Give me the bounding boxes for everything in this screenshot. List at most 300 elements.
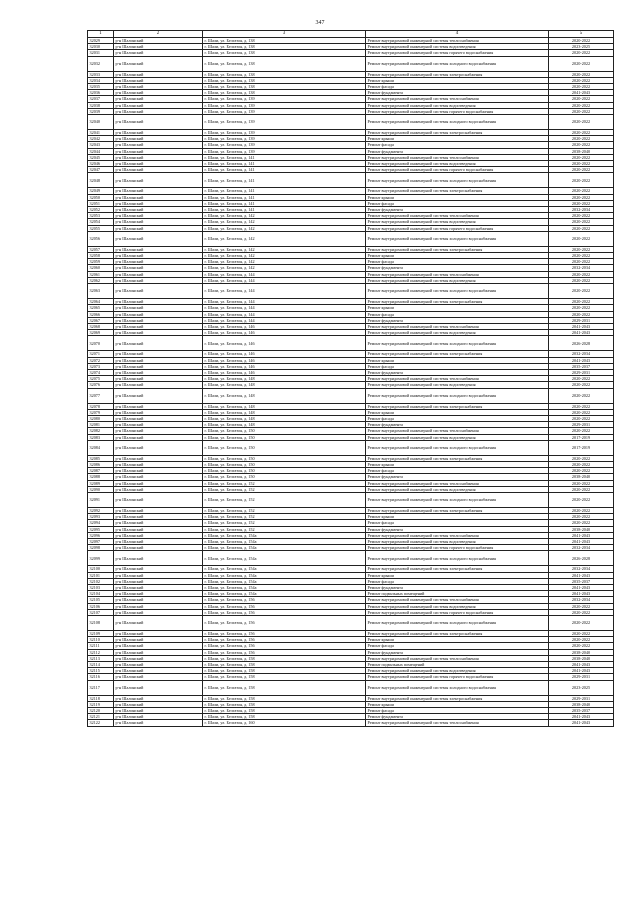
row-district: р-н Шалинский <box>114 585 203 591</box>
row-work-type: Ремонт внутридомовой инженерной системы холодного водоснабжения <box>366 388 549 403</box>
row-address: г. Шали, ул. Белгатоя, д. 146 <box>203 330 366 336</box>
row-work-type: Ремонт внутридомовой инженерной системы холодного водоснабжения <box>366 680 549 695</box>
row-number: 32083 <box>88 434 114 440</box>
row-years: 2041-2043 <box>549 668 614 674</box>
row-number: 32063 <box>88 284 114 299</box>
row-district: р-н Шалинский <box>114 188 203 194</box>
row-work-type: Ремонт внутридомовой инженерной системы теплоснабжения <box>366 154 549 160</box>
row-work-type: Ремонт фасада <box>366 84 549 90</box>
row-district: р-н Шалинский <box>114 526 203 532</box>
row-address: г. Шали, ул. Белгатоя, д. 141 <box>203 173 366 188</box>
row-years: 2020-2022 <box>549 259 614 265</box>
row-number: 32088 <box>88 474 114 480</box>
row-address: г. Шали, ул. Белгатоя, д. 152 <box>203 492 366 507</box>
row-address: г. Шали, ул. Белгатоя, д. 154а <box>203 545 366 551</box>
row-years: 2017-2019 <box>549 440 614 455</box>
row-district: р-н Шалинский <box>114 572 203 578</box>
row-address: г. Шали, ул. Белгатоя, д. 142 <box>203 231 366 246</box>
row-number: 32113 <box>88 655 114 661</box>
row-number: 32058 <box>88 253 114 259</box>
row-address: г. Шали, ул. Белгатоя, д. 146 <box>203 323 366 329</box>
row-address: г. Шали, ул. Белгатоя, д. 158 <box>203 714 366 720</box>
row-district: р-н Шалинский <box>114 708 203 714</box>
row-address: г. Шали, ул. Белгатоя, д. 152 <box>203 480 366 486</box>
row-district: р-н Шалинский <box>114 492 203 507</box>
row-district: р-н Шалинский <box>114 56 203 71</box>
row-district: р-н Шалинский <box>114 284 203 299</box>
row-address: г. Шали, ул. Белгатоя, д. 144 <box>203 284 366 299</box>
row-address: г. Шали, ул. Белгатоя, д. 138 <box>203 56 366 71</box>
row-work-type: Ремонт фундамента <box>366 207 549 213</box>
row-address: г. Шали, ул. Белгатоя, д. 139 <box>203 96 366 102</box>
row-district: р-н Шалинский <box>114 77 203 83</box>
row-years: 2035-2037 <box>549 708 614 714</box>
row-work-type: Ремонт подвальных помещений <box>366 662 549 668</box>
row-district: р-н Шалинский <box>114 591 203 597</box>
row-district: р-н Шалинский <box>114 468 203 474</box>
row-years: 2020-2022 <box>549 468 614 474</box>
row-address: г. Шали, ул. Белгатоя, д. 152 <box>203 507 366 513</box>
row-work-type: Ремонт крыши <box>366 136 549 142</box>
row-number: 32090 <box>88 486 114 492</box>
row-district: р-н Шалинский <box>114 136 203 142</box>
row-years: 2020-2022 <box>549 115 614 130</box>
row-address: г. Шали, ул. Белгатоя, д. 154а <box>203 538 366 544</box>
row-years: 2020-2022 <box>549 388 614 403</box>
row-number: 32084 <box>88 440 114 455</box>
row-number: 32079 <box>88 409 114 415</box>
row-work-type: Ремонт внутридомовой инженерной системы холодного водоснабжения <box>366 284 549 299</box>
table-row <box>88 492 614 507</box>
row-years: 2029-2031 <box>549 695 614 701</box>
row-district: р-н Шалинский <box>114 200 203 206</box>
row-years: 2038-2040 <box>549 526 614 532</box>
row-work-type: Ремонт внутридомовой инженерной системы холодного водоснабжения <box>366 440 549 455</box>
row-number: 32038 <box>88 102 114 108</box>
row-years: 2041-2043 <box>549 662 614 668</box>
row-district: р-н Шалинский <box>114 434 203 440</box>
row-work-type: Ремонт внутридомовой инженерной системы водоотведения <box>366 277 549 283</box>
row-number: 32041 <box>88 130 114 136</box>
row-address: г. Шали, ул. Белгатоя, д. 156 <box>203 609 366 615</box>
row-district: р-н Шалинский <box>114 84 203 90</box>
row-address: г. Шали, ул. Белгатоя, д. 152 <box>203 514 366 520</box>
row-district: р-н Шалинский <box>114 108 203 114</box>
row-number: 32085 <box>88 455 114 461</box>
row-number: 32122 <box>88 720 114 726</box>
row-number: 32081 <box>88 422 114 428</box>
row-number: 32101 <box>88 572 114 578</box>
row-address: г. Шали, ул. Белгатоя, д. 148 <box>203 422 366 428</box>
row-work-type: Ремонт крыши <box>366 572 549 578</box>
row-address: г. Шали, ул. Белгатоя, д. 154а <box>203 572 366 578</box>
row-address: г. Шали, ул. Белгатоя, д. 148 <box>203 382 366 388</box>
row-years: 2041-2043 <box>549 585 614 591</box>
row-address: г. Шали, ул. Белгатоя, д. 141 <box>203 161 366 167</box>
row-address: г. Шали, ул. Белгатоя, д. 144 <box>203 305 366 311</box>
row-number: 32042 <box>88 136 114 142</box>
row-years: 2020-2022 <box>549 305 614 311</box>
row-number: 32092 <box>88 507 114 513</box>
row-address: г. Шали, ул. Белгатоя, д. 150 <box>203 428 366 434</box>
row-work-type: Ремонт фундамента <box>366 90 549 96</box>
row-address: г. Шали, ул. Белгатоя, д. 142 <box>203 246 366 252</box>
row-address: г. Шали, ул. Белгатоя, д. 158 <box>203 662 366 668</box>
header-col-4: 4 <box>366 31 549 38</box>
row-number: 32117 <box>88 680 114 695</box>
row-district: р-н Шалинский <box>114 388 203 403</box>
row-work-type: Ремонт внутридомовой инженерной системы водоотведения <box>366 603 549 609</box>
row-district: р-н Шалинский <box>114 253 203 259</box>
row-district: р-н Шалинский <box>114 545 203 551</box>
row-district: р-н Шалинский <box>114 597 203 603</box>
row-number: 32108 <box>88 616 114 631</box>
row-district: р-н Шалинский <box>114 507 203 513</box>
row-number: 32064 <box>88 299 114 305</box>
row-address: г. Шали, ул. Белгатоя, д. 142 <box>203 225 366 231</box>
row-work-type: Ремонт внутридомовой инженерной системы теплоснабжения <box>366 271 549 277</box>
row-years: 2023-2025 <box>549 680 614 695</box>
row-district: р-н Шалинский <box>114 259 203 265</box>
table-row <box>88 720 614 726</box>
row-work-type: Ремонт внутридомовой инженерной системы водоотведения <box>366 161 549 167</box>
row-number: 32075 <box>88 376 114 382</box>
row-years: 2020-2022 <box>549 603 614 609</box>
row-years: 2041-2043 <box>549 323 614 329</box>
table-row <box>88 388 614 403</box>
row-work-type: Ремонт внутридомовой инженерной системы холодного водоснабжения <box>366 616 549 631</box>
header-col-1: 1 <box>88 31 114 38</box>
row-years: 2038-2040 <box>549 655 614 661</box>
row-number: 32112 <box>88 649 114 655</box>
row-work-type: Ремонт внутридомовой инженерной системы водоотведения <box>366 486 549 492</box>
row-address: г. Шали, ул. Белгатоя, д. 156 <box>203 603 366 609</box>
row-district: р-н Шалинский <box>114 213 203 219</box>
row-work-type: Ремонт внутридомовой инженерной системы горячего водоснабжения <box>366 674 549 680</box>
row-address: г. Шали, ул. Белгатоя, д. 139 <box>203 130 366 136</box>
row-years: 2020-2022 <box>549 455 614 461</box>
header-col-3: 3 <box>203 31 366 38</box>
row-years: 2020-2022 <box>549 486 614 492</box>
row-work-type: Ремонт внутридомовой инженерной системы горячего водоснабжения <box>366 609 549 615</box>
row-address: г. Шали, ул. Белгатоя, д. 146 <box>203 336 366 351</box>
row-years: 2020-2022 <box>549 77 614 83</box>
row-number: 32096 <box>88 532 114 538</box>
row-years: 2020-2022 <box>549 200 614 206</box>
row-district: р-н Шалинский <box>114 637 203 643</box>
row-years: 2020-2022 <box>549 253 614 259</box>
row-years: 2029-2031 <box>549 317 614 323</box>
row-years: 2032-2034 <box>549 566 614 572</box>
row-years: 2020-2022 <box>549 403 614 409</box>
row-years: 2041-2043 <box>549 591 614 597</box>
row-number: 32119 <box>88 701 114 707</box>
row-number: 32061 <box>88 271 114 277</box>
row-work-type: Ремонт внутридомовой инженерной системы холодного водоснабжения <box>366 115 549 130</box>
row-district: р-н Шалинский <box>114 50 203 56</box>
row-district: р-н Шалинский <box>114 662 203 668</box>
row-years: 2032-2034 <box>549 265 614 271</box>
row-number: 32102 <box>88 578 114 584</box>
row-address: г. Шали, ул. Белгатоя, д. 141 <box>203 154 366 160</box>
row-years: 2020-2022 <box>549 311 614 317</box>
row-district: р-н Шалинский <box>114 415 203 421</box>
row-years: 2020-2022 <box>549 225 614 231</box>
row-work-type: Ремонт внутридомовой инженерной системы электроснабжения <box>366 299 549 305</box>
row-work-type: Ремонт внутридомовой инженерной системы горячего водоснабжения <box>366 50 549 56</box>
row-district: р-н Шалинский <box>114 130 203 136</box>
row-address: г. Шали, ул. Белгатоя, д. 154а <box>203 532 366 538</box>
row-number: 32095 <box>88 526 114 532</box>
row-number: 32059 <box>88 259 114 265</box>
row-number: 32037 <box>88 96 114 102</box>
row-number: 32107 <box>88 609 114 615</box>
row-number: 32086 <box>88 461 114 467</box>
row-years: 2020-2022 <box>549 428 614 434</box>
row-district: р-н Шалинский <box>114 173 203 188</box>
row-district: р-н Шалинский <box>114 674 203 680</box>
row-number: 32065 <box>88 305 114 311</box>
row-years: 2038-2040 <box>549 474 614 480</box>
row-district: р-н Шалинский <box>114 44 203 50</box>
row-work-type: Ремонт внутридомовой инженерной системы холодного водоснабжения <box>366 173 549 188</box>
row-address: г. Шали, ул. Белгатоя, д. 139 <box>203 142 366 148</box>
row-district: р-н Шалинский <box>114 336 203 351</box>
row-district: р-н Шалинский <box>114 299 203 305</box>
row-district: р-н Шалинский <box>114 161 203 167</box>
row-address: г. Шали, ул. Белгатоя, д. 141 <box>203 167 366 173</box>
table-row <box>88 173 614 188</box>
row-work-type: Ремонт фундамента <box>366 422 549 428</box>
row-district: р-н Шалинский <box>114 90 203 96</box>
row-address: г. Шали, ул. Белгатоя, д. 150 <box>203 455 366 461</box>
row-work-type: Ремонт внутридомовой инженерной системы теплоснабжения <box>366 323 549 329</box>
row-address: г. Шали, ул. Белгатоя, д. 138 <box>203 90 366 96</box>
row-work-type: Ремонт внутридомовой инженерной системы водоотведения <box>366 538 549 544</box>
row-work-type: Ремонт внутридомовой инженерной системы электроснабжения <box>366 188 549 194</box>
row-district: р-н Шалинский <box>114 154 203 160</box>
row-address: г. Шали, ул. Белгатоя, д. 144 <box>203 299 366 305</box>
row-address: г. Шали, ул. Белгатоя, д. 144 <box>203 277 366 283</box>
row-district: р-н Шалинский <box>114 578 203 584</box>
row-district: р-н Шалинский <box>114 148 203 154</box>
row-work-type: Ремонт фасада <box>366 259 549 265</box>
row-number: 32055 <box>88 225 114 231</box>
row-number: 32111 <box>88 643 114 649</box>
row-work-type: Ремонт внутридомовой инженерной системы водоотведения <box>366 44 549 50</box>
row-years: 2020-2022 <box>549 480 614 486</box>
row-work-type: Ремонт фасада <box>366 708 549 714</box>
row-years: 2020-2022 <box>549 161 614 167</box>
row-address: г. Шали, ул. Белгатоя, д. 150 <box>203 461 366 467</box>
row-number: 32033 <box>88 71 114 77</box>
row-years: 2020-2022 <box>549 213 614 219</box>
row-years: 2029-2031 <box>549 674 614 680</box>
row-work-type: Ремонт внутридомовой инженерной системы горячего водоснабжения <box>366 225 549 231</box>
row-number: 32118 <box>88 695 114 701</box>
row-district: р-н Шалинский <box>114 514 203 520</box>
table-row <box>88 231 614 246</box>
row-years: 2029-2031 <box>549 369 614 375</box>
row-number: 32057 <box>88 246 114 252</box>
row-address: г. Шали, ул. Белгатоя, д. 158 <box>203 701 366 707</box>
row-number: 32067 <box>88 317 114 323</box>
row-work-type: Ремонт фасада <box>366 643 549 649</box>
row-district: р-н Шалинский <box>114 532 203 538</box>
row-address: г. Шали, ул. Белгатоя, д. 139 <box>203 148 366 154</box>
row-district: р-н Шалинский <box>114 277 203 283</box>
row-address: г. Шали, ул. Белгатоя, д. 142 <box>203 219 366 225</box>
row-number: 32121 <box>88 714 114 720</box>
row-address: г. Шали, ул. Белгатоя, д. 156 <box>203 649 366 655</box>
row-address: г. Шали, ул. Белгатоя, д. 138 <box>203 84 366 90</box>
row-number: 32054 <box>88 219 114 225</box>
row-work-type: Ремонт крыши <box>366 357 549 363</box>
row-work-type: Ремонт фундамента <box>366 369 549 375</box>
row-work-type: Ремонт внутридомовой инженерной системы электроснабжения <box>366 351 549 357</box>
row-number: 32080 <box>88 415 114 421</box>
row-years: 2020-2022 <box>549 246 614 252</box>
row-number: 32046 <box>88 161 114 167</box>
row-address: г. Шали, ул. Белгатоя, д. 148 <box>203 376 366 382</box>
row-work-type: Ремонт внутридомовой инженерной системы горячего водоснабжения <box>366 167 549 173</box>
row-number: 32044 <box>88 148 114 154</box>
row-address: г. Шали, ул. Белгатоя, д. 160 <box>203 720 366 726</box>
row-district: р-н Шалинский <box>114 409 203 415</box>
row-years: 2020-2022 <box>549 154 614 160</box>
row-work-type: Ремонт внутридомовой инженерной системы теплоснабжения <box>366 655 549 661</box>
row-years: 2026-2028 <box>549 551 614 566</box>
row-years: 2041-2043 <box>549 714 614 720</box>
row-number: 32048 <box>88 173 114 188</box>
row-work-type: Ремонт фундамента <box>366 265 549 271</box>
row-address: г. Шали, ул. Белгатоя, д. 154а <box>203 566 366 572</box>
row-work-type: Ремонт внутридомовой инженерной системы водоотведения <box>366 382 549 388</box>
row-work-type: Ремонт крыши <box>366 461 549 467</box>
row-number: 32100 <box>88 566 114 572</box>
row-number: 32077 <box>88 388 114 403</box>
row-work-type: Ремонт крыши <box>366 514 549 520</box>
row-work-type: Ремонт внутридомовой инженерной системы теплоснабжения <box>366 480 549 486</box>
row-district: р-н Шалинский <box>114 455 203 461</box>
row-district: р-н Шалинский <box>114 351 203 357</box>
row-work-type: Ремонт внутридомовой инженерной системы электроснабжения <box>366 695 549 701</box>
row-years: 2035-2037 <box>549 363 614 369</box>
row-district: р-н Шалинский <box>114 376 203 382</box>
row-number: 32032 <box>88 56 114 71</box>
row-work-type: Ремонт внутридомовой инженерной системы электроснабжения <box>366 566 549 572</box>
row-years: 2020-2022 <box>549 277 614 283</box>
row-address: г. Шали, ул. Белгатоя, д. 142 <box>203 265 366 271</box>
row-years: 2020-2022 <box>549 637 614 643</box>
row-work-type: Ремонт фасада <box>366 468 549 474</box>
header-col-5: 5 <box>549 31 614 38</box>
row-years: 2020-2022 <box>549 96 614 102</box>
row-years: 2032-2034 <box>549 351 614 357</box>
row-number: 32087 <box>88 468 114 474</box>
row-years: 2041-2043 <box>549 572 614 578</box>
table-row <box>88 336 614 351</box>
row-number: 32091 <box>88 492 114 507</box>
row-work-type: Ремонт крыши <box>366 77 549 83</box>
row-work-type: Ремонт внутридомовой инженерной системы электроснабжения <box>366 455 549 461</box>
row-district: р-н Шалинский <box>114 551 203 566</box>
row-address: г. Шали, ул. Белгатоя, д. 141 <box>203 200 366 206</box>
row-district: р-н Шалинский <box>114 207 203 213</box>
row-number: 32071 <box>88 351 114 357</box>
row-work-type: Ремонт внутридомовой инженерной системы электроснабжения <box>366 631 549 637</box>
row-years: 2020-2022 <box>549 461 614 467</box>
row-years: 2020-2022 <box>549 609 614 615</box>
row-address: г. Шали, ул. Белгатоя, д. 141 <box>203 188 366 194</box>
row-years: 2020-2022 <box>549 376 614 382</box>
row-number: 32078 <box>88 403 114 409</box>
table-row <box>88 284 614 299</box>
row-address: г. Шали, ул. Белгатоя, д. 150 <box>203 474 366 480</box>
row-years: 2020-2022 <box>549 130 614 136</box>
row-district: р-н Шалинский <box>114 38 203 44</box>
row-district: р-н Шалинский <box>114 461 203 467</box>
row-district: р-н Шалинский <box>114 538 203 544</box>
row-number: 32069 <box>88 330 114 336</box>
row-address: г. Шали, ул. Белгатоя, д. 156 <box>203 597 366 603</box>
row-number: 32099 <box>88 551 114 566</box>
row-address: г. Шали, ул. Белгатоя, д. 148 <box>203 388 366 403</box>
row-number: 32094 <box>88 520 114 526</box>
row-address: г. Шали, ул. Белгатоя, д. 154а <box>203 585 366 591</box>
row-address: г. Шали, ул. Белгатоя, д. 146 <box>203 357 366 363</box>
row-years: 2020-2022 <box>549 102 614 108</box>
row-work-type: Ремонт фундамента <box>366 714 549 720</box>
row-years: 2020-2022 <box>549 631 614 637</box>
row-district: р-н Шалинский <box>114 96 203 102</box>
row-address: г. Шали, ул. Белгатоя, д. 139 <box>203 136 366 142</box>
row-years: 2020-2022 <box>549 50 614 56</box>
row-work-type: Ремонт крыши <box>366 305 549 311</box>
row-years: 2020-2022 <box>549 84 614 90</box>
row-work-type: Ремонт внутридомовой инженерной системы электроснабжения <box>366 507 549 513</box>
row-years: 2020-2022 <box>549 108 614 114</box>
row-district: р-н Шалинский <box>114 655 203 661</box>
row-address: г. Шали, ул. Белгатоя, д. 138 <box>203 71 366 77</box>
row-years: 2020-2022 <box>549 167 614 173</box>
row-work-type: Ремонт внутридомовой инженерной системы теплоснабжения <box>366 376 549 382</box>
row-years: 2041-2043 <box>549 720 614 726</box>
row-number: 32105 <box>88 597 114 603</box>
row-number: 32040 <box>88 115 114 130</box>
row-address: г. Шали, ул. Белгатоя, д. 138 <box>203 77 366 83</box>
row-work-type: Ремонт крыши <box>366 637 549 643</box>
row-district: р-н Шалинский <box>114 305 203 311</box>
row-address: г. Шали, ул. Белгатоя, д. 152 <box>203 526 366 532</box>
row-number: 32089 <box>88 480 114 486</box>
row-address: г. Шали, ул. Белгатоя, д. 138 <box>203 44 366 50</box>
row-number: 32030 <box>88 44 114 50</box>
row-district: р-н Шалинский <box>114 194 203 200</box>
row-address: г. Шали, ул. Белгатоя, д. 156 <box>203 637 366 643</box>
row-years: 2020-2022 <box>549 415 614 421</box>
row-number: 32120 <box>88 708 114 714</box>
row-address: г. Шали, ул. Белгатоя, д. 141 <box>203 194 366 200</box>
row-work-type: Ремонт фундамента <box>366 474 549 480</box>
row-district: р-н Шалинский <box>114 643 203 649</box>
row-number: 32049 <box>88 188 114 194</box>
row-number: 32052 <box>88 207 114 213</box>
row-district: р-н Шалинский <box>114 231 203 246</box>
row-address: г. Шали, ул. Белгатоя, д. 158 <box>203 674 366 680</box>
row-address: г. Шали, ул. Белгатоя, д. 154а <box>203 591 366 597</box>
row-address: г. Шали, ул. Белгатоя, д. 144 <box>203 311 366 317</box>
